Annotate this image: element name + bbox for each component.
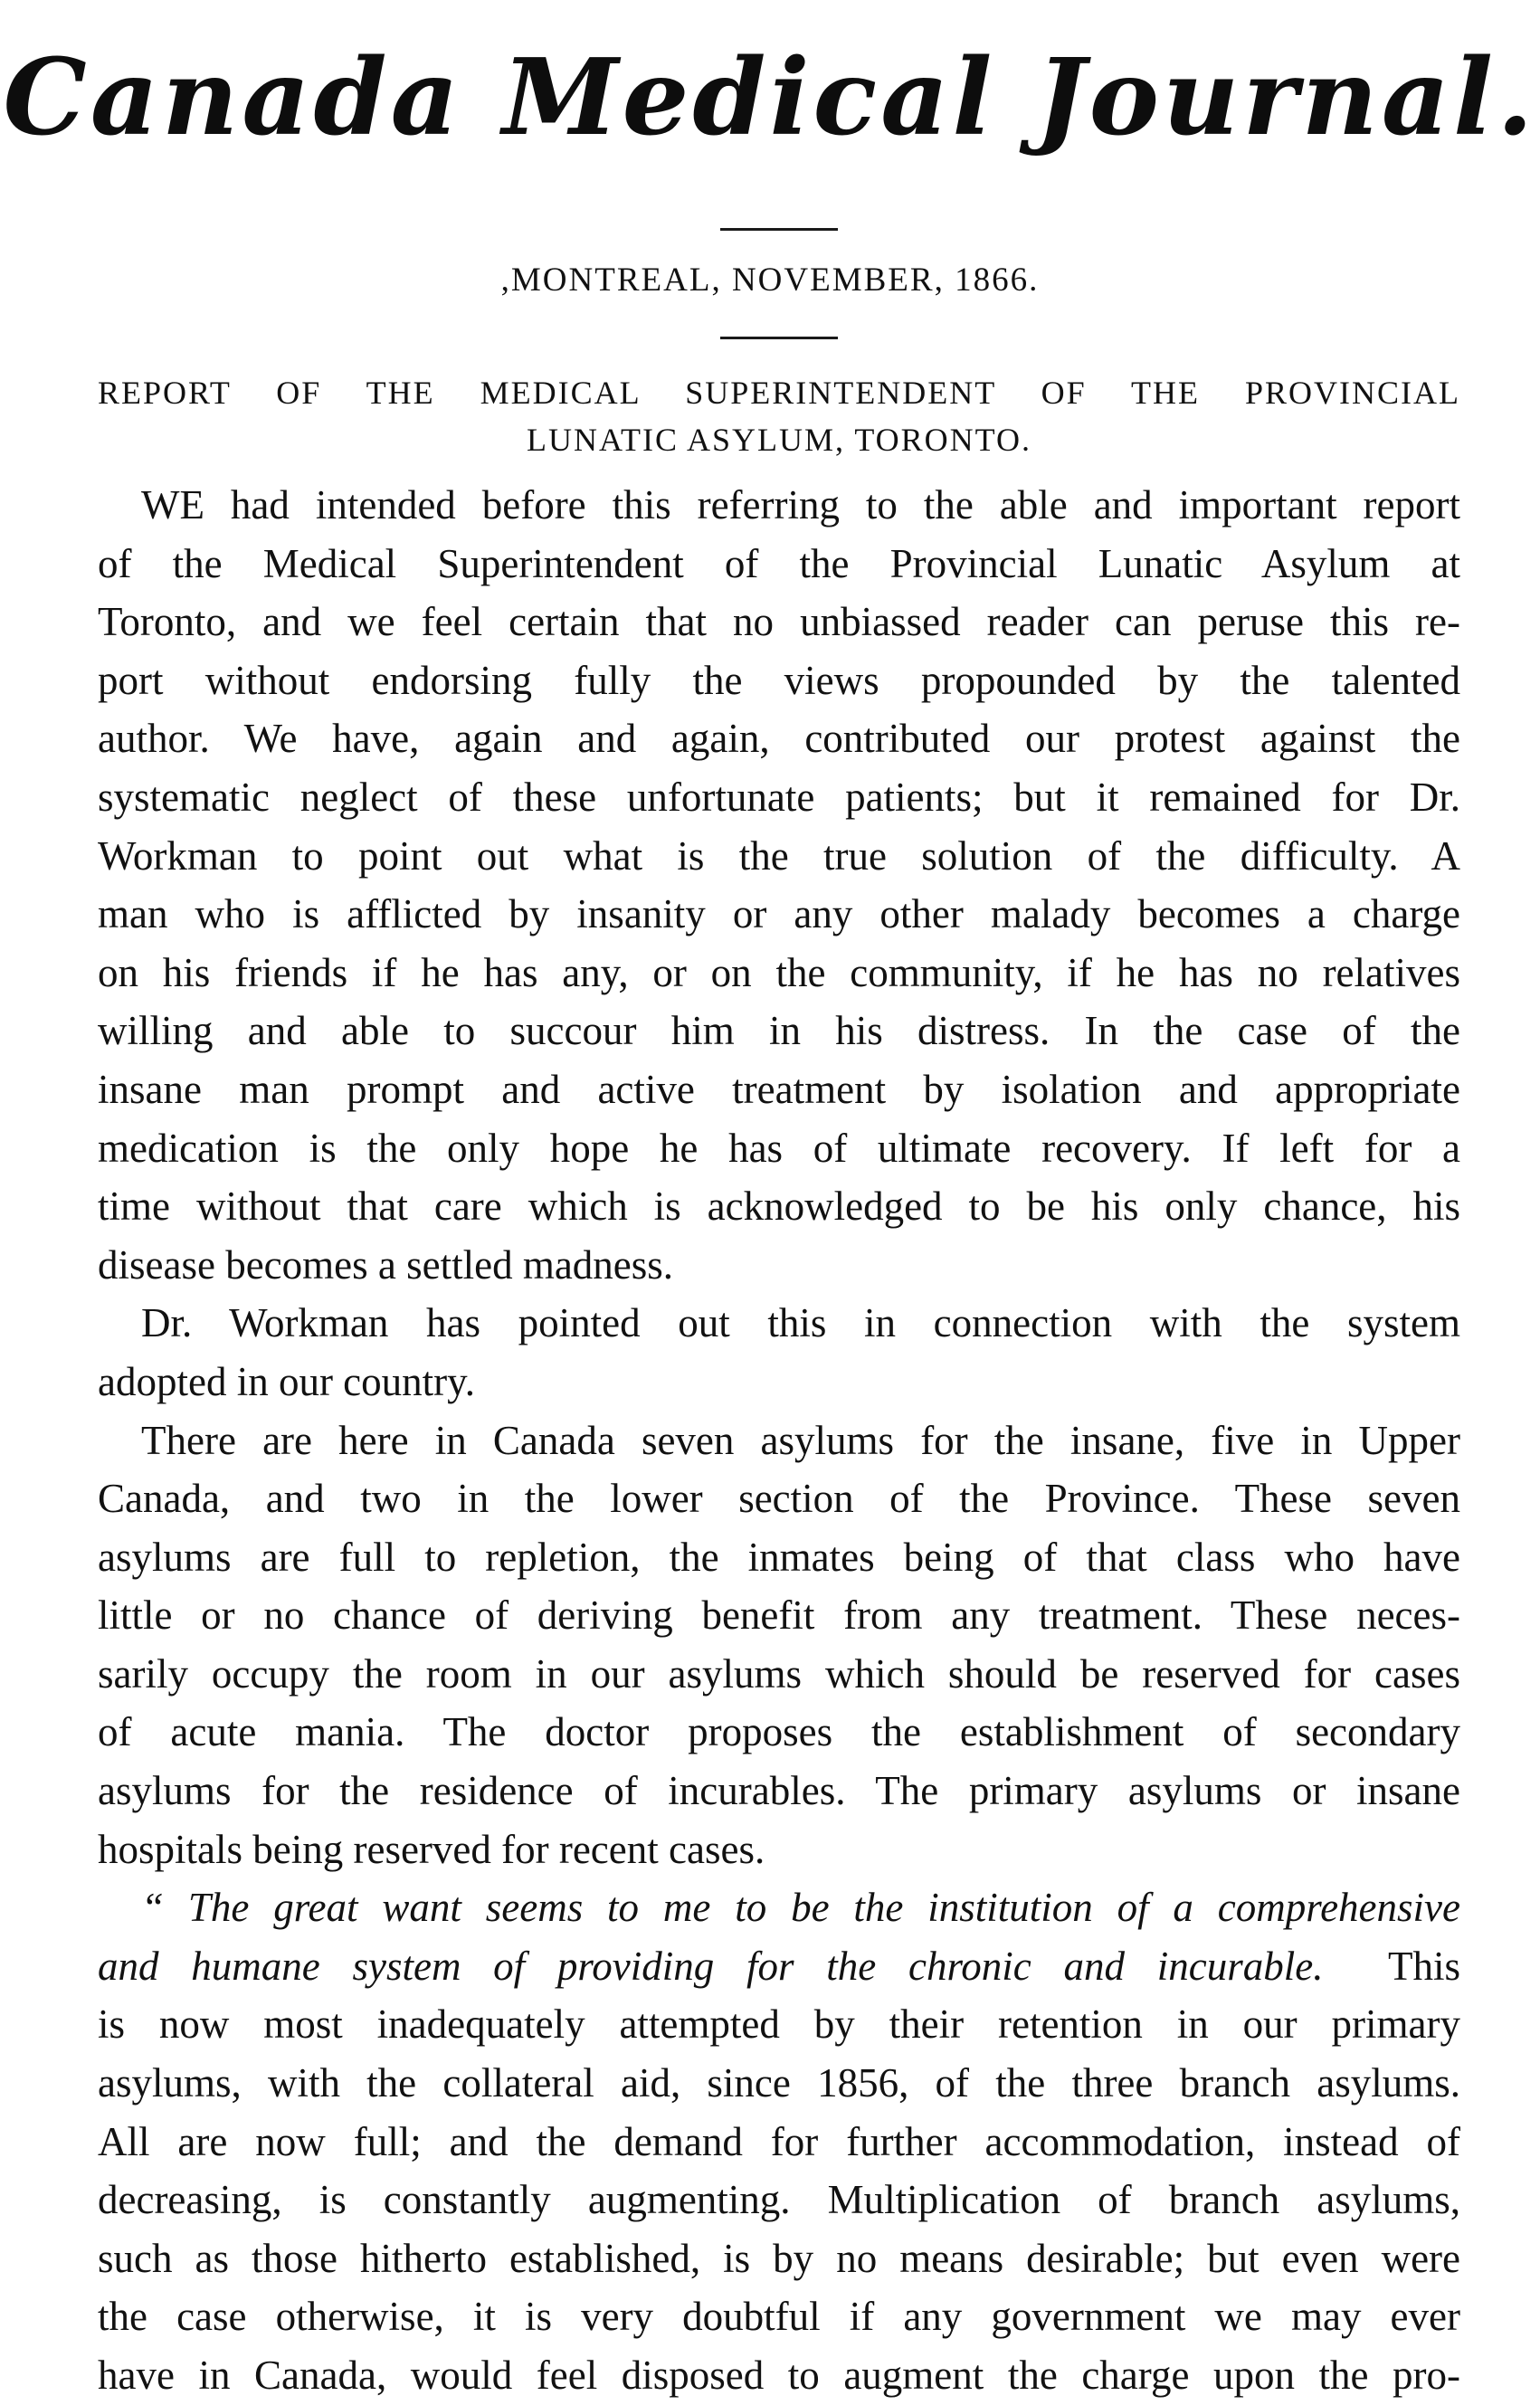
text-line: insane man prompt and active treatment by isolation and appropriate — [98, 1066, 1460, 1112]
text-line: adopted in our country. — [98, 1358, 475, 1404]
text-line: WE had intended before this referring to the able and important report — [141, 482, 1460, 528]
paragraph — [98, 476, 1460, 1294]
text-line: man who is afflicted by insanity or any other malady becomes a charge — [98, 891, 1460, 937]
paragraph — [98, 1412, 1460, 1879]
text-line: Workman to point out what is the true solution of the difficulty. A — [98, 832, 1460, 879]
quote-italic-text: and humane system of providing for the chronic and incurable. — [98, 1943, 1324, 1989]
text-line: the case otherwise, it is very doubtful if any government we may ever — [98, 2294, 1460, 2340]
text-line: sarily occupy the room in our asylums which should be reserved for cases — [98, 1650, 1460, 1697]
article-heading-line-1: REPORT OF THE MEDICAL SUPERINTENDENT OF THE PROVINCIAL — [98, 375, 1460, 411]
text-line: such as those hitherto established, is by no means desirable; but even were — [98, 2235, 1460, 2281]
text-line: port without endorsing fully the views propounded by the talented — [98, 657, 1460, 703]
text-line: of the Medical Superintendent of the Provincial Lunatic Asylum at — [98, 540, 1460, 586]
text-line: Toronto, and we feel certain that no unbiassed reader can peruse this re- — [98, 599, 1460, 645]
text-line: asylums, with the collateral aid, since 1856, of the three branch asylums. — [98, 2060, 1460, 2106]
text-line: medication is the only hope he has of ultimate recovery. If left for a — [98, 1125, 1460, 1171]
masthead-rule — [720, 228, 838, 231]
text-line: Canada, and two in the lower section of the Province. These seven — [98, 1476, 1460, 1522]
text-line: willing and able to succour him in his distress. In the case of the — [98, 1008, 1460, 1054]
dateline: ,MONTREAL, NOVEMBER, 1866. — [500, 261, 1040, 299]
text-line: is now most inadequately attempted by their retention in our primary — [98, 2001, 1460, 2048]
quote-roman-text: This — [1387, 1943, 1460, 1989]
text-line: asylums are full to repletion, the inmates being of that class who have — [98, 1534, 1460, 1580]
dateline-rule — [720, 337, 838, 339]
article-heading — [98, 369, 1460, 463]
article-body — [98, 476, 1460, 2405]
text-line: systematic neglect of these unfortunate patients; but it remained for Dr. — [98, 774, 1460, 820]
paragraph — [98, 1294, 1460, 1411]
text-line: time without that care which is acknowledged to be his only chance, his — [98, 1183, 1460, 1230]
text-line: little or no chance of deriving benefit from any treatment. These neces- — [98, 1592, 1460, 1639]
article-heading-line-2: LUNATIC ASYLUM, TORONTO. — [526, 422, 1032, 458]
journal-masthead: Canada Medical Journal. — [3, 36, 1537, 159]
text-line: of acute mania. The doctor proposes the establishment of secondary — [98, 1709, 1460, 1755]
text-line: decreasing, is constantly augmenting. Multiplication of branch asylums, — [98, 2177, 1460, 2223]
text-line: on his friends if he has any, or on the community, if he has no relatives — [98, 949, 1460, 995]
text-line: disease becomes a settled madness. — [98, 1241, 674, 1288]
text-line: asylums for the residence of incurables. The primary asylums or insane — [98, 1768, 1460, 1814]
quotation-paragraph — [98, 1878, 1460, 2404]
text-line: All are now full; and the demand for further accommodation, instead of — [98, 2118, 1460, 2164]
text-line: Dr. Workman has pointed out this in connection with the system — [141, 1300, 1460, 1346]
text-line: hospitals being reserved for recent cases. — [98, 1826, 765, 1872]
quote-line: “ The great want seems to me to be the institution of a comprehensive — [141, 1885, 1460, 1931]
text-line: There are here in Canada seven asylums for the insane, five in Upper — [141, 1417, 1460, 1463]
text-line: author. We have, again and again, contributed our protest against the — [98, 716, 1460, 762]
text-line: have in Canada, would feel disposed to augment the charge upon the pro- — [98, 2353, 1460, 2398]
quote-line — [98, 1937, 1460, 1996]
